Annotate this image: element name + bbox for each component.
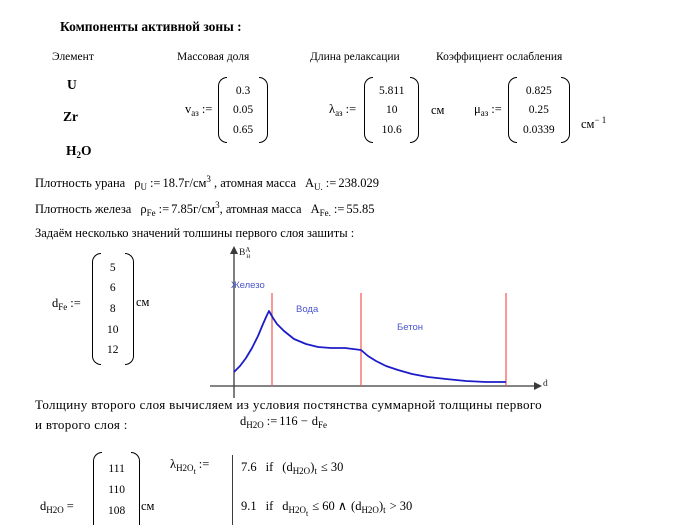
dh2o-result-label[interactable]: $d_{H2O}$ = <box>40 499 74 515</box>
dh2o-definition[interactable]: $d_{H2O}$ := $116 - d_{Fe}$ <box>240 414 327 430</box>
thickness-text: Задаём несколько значений толшины первого слоя зашиты : <box>35 226 355 240</box>
second-layer-text-line2: и второго слоя : <box>35 417 128 432</box>
second-layer-text-line1: Толщину второго слоя вычисляем из условия постянства суммарной толщины первого <box>35 397 543 412</box>
density-iron-line[interactable]: Плотность железа $\rho_{Fe}$ := $7.85г/см^3$, атомная масса $A_{Fe.}$ := 55.85 <box>35 200 375 218</box>
dfe-label[interactable]: $d_{Fe}$ := <box>52 296 81 312</box>
paren-left <box>93 452 102 525</box>
dh2o-result-values: 111 110 108 <box>108 463 126 517</box>
dh2o-result-matrix[interactable] <box>93 452 140 525</box>
header-atten-coeff: Коэффициент ослабления <box>436 51 563 63</box>
muaz-unit: $см^{- 1}$ <box>581 115 607 131</box>
if-case-1[interactable]: 7.6 if $(d_{H2O})_t \le 30$ <box>241 460 344 476</box>
y-axis-arrow-icon <box>230 246 238 254</box>
x-axis-arrow-icon <box>534 382 542 390</box>
region-label-iron: Железо <box>231 280 265 291</box>
laz-label[interactable]: $\lambda_{аз}$ := <box>329 102 357 118</box>
element-symbol-zr: Zr <box>63 109 78 124</box>
laz-unit: см <box>431 103 445 117</box>
vaz-values: 0.3 0.05 0.65 <box>233 84 254 136</box>
if-block-bar <box>232 455 233 525</box>
region-label-concrete: Бетон <box>397 322 423 333</box>
element-symbol-h2o: $H_2O$ <box>66 143 92 160</box>
dfe-unit: см <box>136 295 150 309</box>
vaz-label[interactable]: $v_{аз}$ := <box>185 102 213 118</box>
worksheet-title: Компоненты активной зоны : <box>60 19 242 34</box>
density-u-text: Плотность урана <box>35 176 126 190</box>
paren-right <box>131 452 140 525</box>
if-case-2[interactable]: 9.1 if $d_{H2Ot}\le 60$ ∧ $(d_{H2O})_t > 30$ <box>241 499 413 518</box>
dfe-values: 5 6 8 10 12 <box>107 261 119 357</box>
element-symbol-u: U <box>67 77 77 92</box>
header-element: Элемент <box>52 51 94 63</box>
header-relax-length: Длина релаксации <box>310 51 400 63</box>
dh2o-result-unit: см <box>141 499 155 513</box>
lambda-h2o-label[interactable]: $\lambda_{H2Ot}:=$ <box>170 457 210 476</box>
density-uranium-line[interactable]: Плотность урана $\rho_U$ := $18.7г/см^3$ , атомная масса $A_{U.}$ := 238.029 <box>35 174 379 192</box>
muaz-label[interactable]: $\mu_{аз}$ := <box>474 102 502 118</box>
sketch-y-axis-label: $B^А_н$ <box>239 246 251 260</box>
muaz-values: 0.825 0.25 0.0339 <box>523 84 555 136</box>
sketch-curve <box>234 311 506 382</box>
header-mass-fraction: Массовая доля <box>177 51 250 63</box>
density-fe-text: Плотность железа <box>35 202 132 216</box>
region-label-water: Вода <box>296 304 319 315</box>
laz-values: 5.811 10 10.6 <box>379 84 405 136</box>
sketch-x-axis-label: d <box>543 379 548 389</box>
